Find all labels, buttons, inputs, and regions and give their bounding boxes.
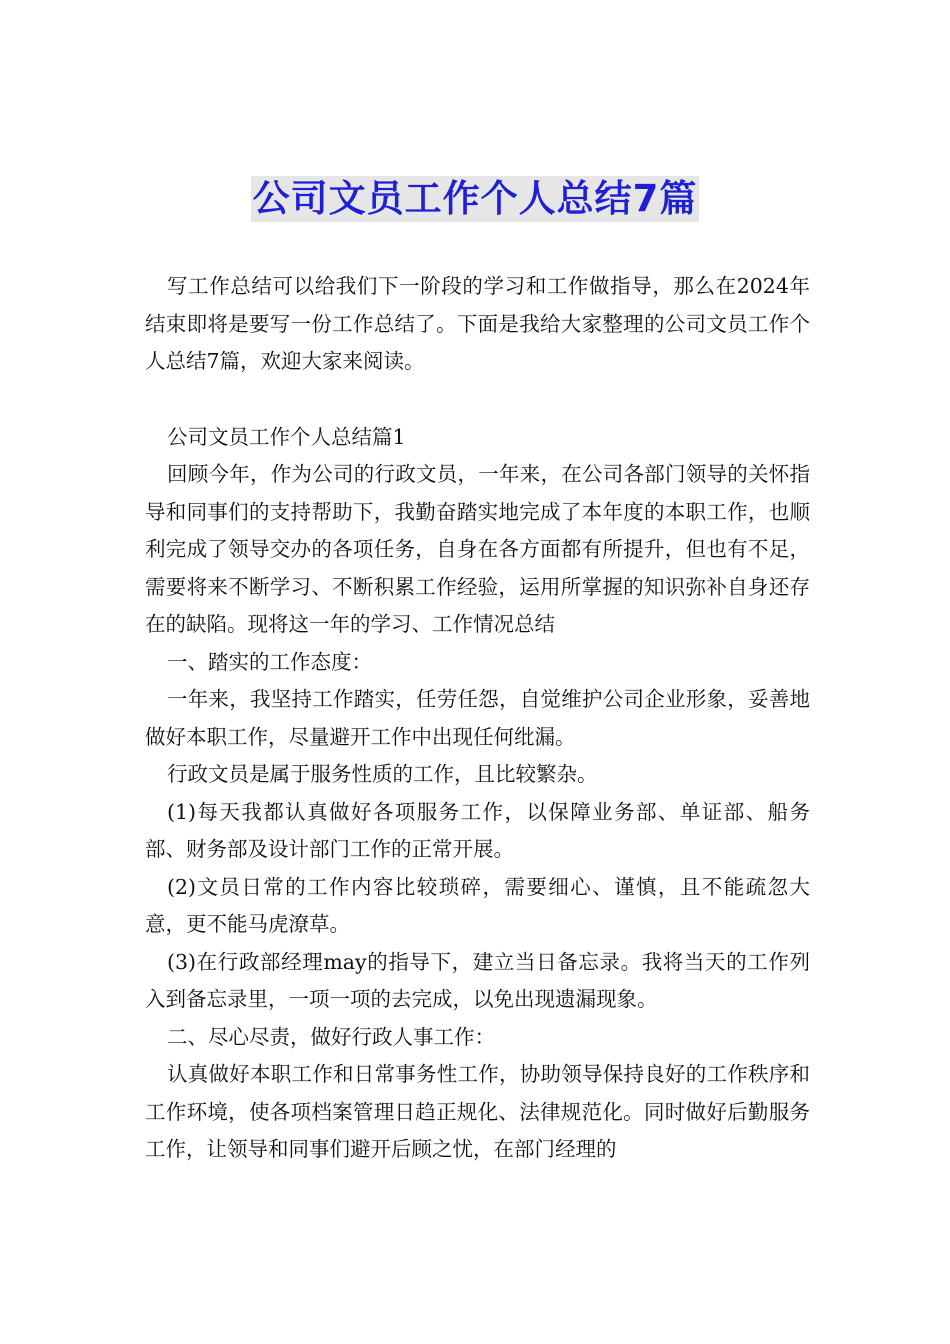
paragraph-attitude: 一年来，我坚持工作踏实，任劳任怨，自觉维护公司企业形象，妥善地做好本职工作，尽量避开工作中出现任何纰漏。: [145, 687, 810, 749]
subheading-admin: 二、尽心尽责，做好行政人事工作：: [167, 1024, 495, 1049]
paragraph-admin: 认真做好本职工作和日常事务性工作，协助领导保持良好的工作秩序和工作环境，使各项档案管理日趋正规化、法律规范化。同时做好后勤服务工作，让领导和同事们避开后顾之忧，在部门经理的: [145, 1062, 810, 1161]
paragraph-service: 行政文员是属于服务性质的工作，且比较繁杂。: [167, 762, 598, 786]
list-item-2: (2)文员日常的工作内容比较琐碎，需要细心、谨慎，且不能疏忽大意，更不能马虎潦草。: [145, 874, 810, 936]
document-title: 公司文员工作个人总结7篇: [252, 177, 698, 220]
list-item-3: (3)在行政部经理may的指导下，建立当日备忘录。我将当天的工作列入到备忘录里，一项一项的去完成，以免出现遗漏现象。: [145, 949, 810, 1011]
paragraph-gap: [145, 381, 810, 419]
document-body: [145, 268, 810, 1169]
intro-paragraph: 写工作总结可以给我们下一阶段的学习和工作做指导，那么在2024年结束即将是要写一份工作总结了。下面是我给大家整理的公司文员工作个人总结7篇，欢迎大家来阅读。: [145, 274, 810, 373]
subheading-attitude: 一、踏实的工作态度：: [167, 649, 372, 674]
list-item-1: (1)每天我都认真做好各项服务工作，以保障业务部、单证部、船务部、财务部及设计部门工作的正常开展。: [145, 799, 810, 861]
title-container: [0, 176, 950, 222]
paragraph-review: 回顾今年，作为公司的行政文员，一年来，在公司各部门领导的关怀指导和同事们的支持帮助下，我勤奋踏实地完成了本年度的本职工作，也顺利完成了领导交办的各项任务，自身在各方面都有所提升，但也有不足，需要将来不断学习、不断积累工作经验，运用所掌握的知识弥补自身还存在的缺陷。现将这一年的学习、工作情况总结: [145, 462, 810, 636]
section-heading: 公司文员工作个人总结篇1: [167, 424, 406, 449]
